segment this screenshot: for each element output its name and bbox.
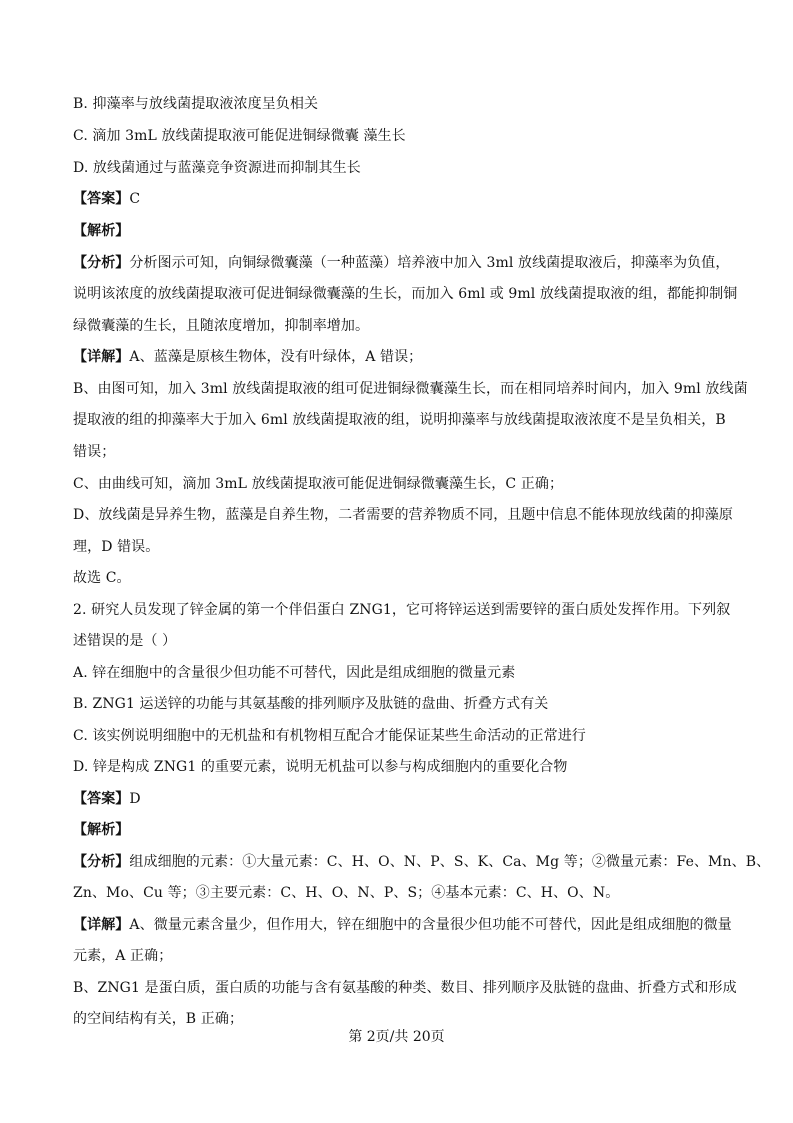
line-text: 错误；: [73, 444, 116, 460]
text-line: [73, 537, 735, 557]
text-line: [73, 221, 735, 241]
text-line: [73, 852, 771, 872]
section-label: 【分析】: [73, 255, 130, 271]
line-text: C、由曲线可知，滴加 3mL 放线菌提取液可能促进铜绿微囊藻生长，C 正确；: [73, 476, 564, 492]
section-label: 【解析】: [73, 223, 130, 239]
section-label: 【详解】: [73, 917, 130, 933]
line-text: Zn、Mo、Cu 等；③主要元素：C、H、O、N、P、S；④基本元素：C、H、O、N。: [73, 885, 620, 901]
line-text: A、微量元素含量少，但作用大，锌在细胞中的含量很少但功能不可替代，因此是组成细胞的微量: [129, 917, 732, 933]
text-line: [73, 94, 735, 114]
text-line: [73, 284, 738, 304]
text-line: [73, 663, 735, 683]
line-text: 2. 研究人员发现了锌金属的第一个伴侣蛋白 ZNG1，它可将锌运送到需要锌的蛋白质处发挥作用。下列叙: [73, 602, 731, 618]
text-line: [73, 631, 735, 651]
text-line: [73, 946, 735, 966]
text-line: [73, 126, 735, 146]
text-line: [73, 1009, 735, 1029]
text-line: [73, 600, 735, 620]
line-text: D: [129, 791, 141, 807]
line-text: 故选 C。: [73, 570, 131, 586]
section-label: 【解析】: [73, 822, 130, 838]
text-line: [73, 442, 735, 462]
text-line: [73, 410, 735, 430]
line-text: A. 锌在细胞中的含量很少但功能不可替代，因此是组成细胞的微量元素: [73, 665, 516, 681]
text-line: [73, 789, 735, 809]
text-line: [73, 915, 735, 935]
text-line: [73, 505, 735, 525]
text-line: [73, 347, 735, 367]
text-line: [73, 694, 735, 714]
line-text: 的空间结构有关，B 正确；: [73, 1011, 244, 1027]
text-line: [73, 189, 735, 209]
section-label: 【答案】: [73, 191, 130, 207]
text-line: [73, 883, 735, 903]
line-text: 提取液的组的抑藻率大于加入 6ml 放线菌提取液的组，说明抑藻率与放线菌提取液浓度不是呈负相关，B: [73, 412, 726, 428]
line-text: 元素，A 正确；: [73, 948, 173, 964]
line-text: B. 抑藻率与放线菌提取液浓度呈负相关: [73, 96, 319, 112]
text-line: [73, 253, 735, 273]
line-text: C: [129, 191, 141, 207]
line-text: A、蓝藻是原核生物体，没有叶绿体，A 错误；: [129, 349, 423, 365]
section-label: 【详解】: [73, 349, 130, 365]
line-text: B、ZNG1 是蛋白质，蛋白质的功能与含有氨基酸的种类、数目、排列顺序及肽链的盘曲、折叠方式和形成: [73, 980, 737, 996]
page-footer: 第 2页/共 20页: [348, 1029, 445, 1045]
line-text: 理，D 错误。: [73, 539, 160, 555]
text-line: [73, 568, 735, 588]
line-text: 述错误的是（ ）: [73, 633, 177, 649]
line-text: B. ZNG1 运送锌的功能与其氨基酸的排列顺序及肽链的盘曲、折叠方式有关: [73, 696, 549, 712]
line-text: D、放线菌是异养生物，蓝藻是自养生物，二者需要的营养物质不同，且题中信息不能体现放线菌的抑藻原: [73, 507, 733, 523]
text-line: [73, 474, 735, 494]
text-line: [73, 726, 735, 746]
section-label: 【答案】: [73, 791, 130, 807]
line-text: D. 放线菌通过与蓝藻竞争资源进而抑制其生长: [73, 160, 361, 176]
text-line: [73, 316, 735, 336]
line-text: 说明该浓度的放线菌提取液可促进铜绿微囊藻的生长，而加入 6ml 或 9ml 放线菌提取液的组，都能抑制铜: [73, 286, 738, 302]
text-line: [73, 757, 735, 777]
text-line: [73, 158, 735, 178]
section-label: 【分析】: [73, 854, 130, 870]
line-text: 组成细胞的元素：①大量元素：C、H、O、N、P、S、K、Ca、Mg 等；②微量元素：Fe、Mn、B、: [129, 854, 771, 870]
line-text: D. 锌是构成 ZNG1 的重要元素，说明无机盐可以参与构成细胞内的重要化合物: [73, 759, 568, 775]
text-line: [73, 978, 735, 998]
line-text: 分析图示可知，向铜绿微囊藻（一种蓝藻）培养液中加入 3ml 放线菌提取液后，抑藻率为负值，: [129, 255, 730, 271]
line-text: B、由图可知，加入 3ml 放线菌提取液的组可促进铜绿微囊藻生长，而在相同培养时间内，加入 9ml 放线菌: [73, 381, 748, 397]
line-text: 绿微囊藻的生长，且随浓度增加，抑制率增加。: [73, 318, 370, 334]
text-line: [73, 379, 748, 399]
text-line: [73, 820, 735, 840]
line-text: C. 滴加 3mL 放线菌提取液可能促进铜绿微囊 藻生长: [73, 128, 406, 144]
line-text: C. 该实例说明细胞中的无机盐和有机物相互配合才能保证某些生命活动的正常进行: [73, 728, 586, 744]
